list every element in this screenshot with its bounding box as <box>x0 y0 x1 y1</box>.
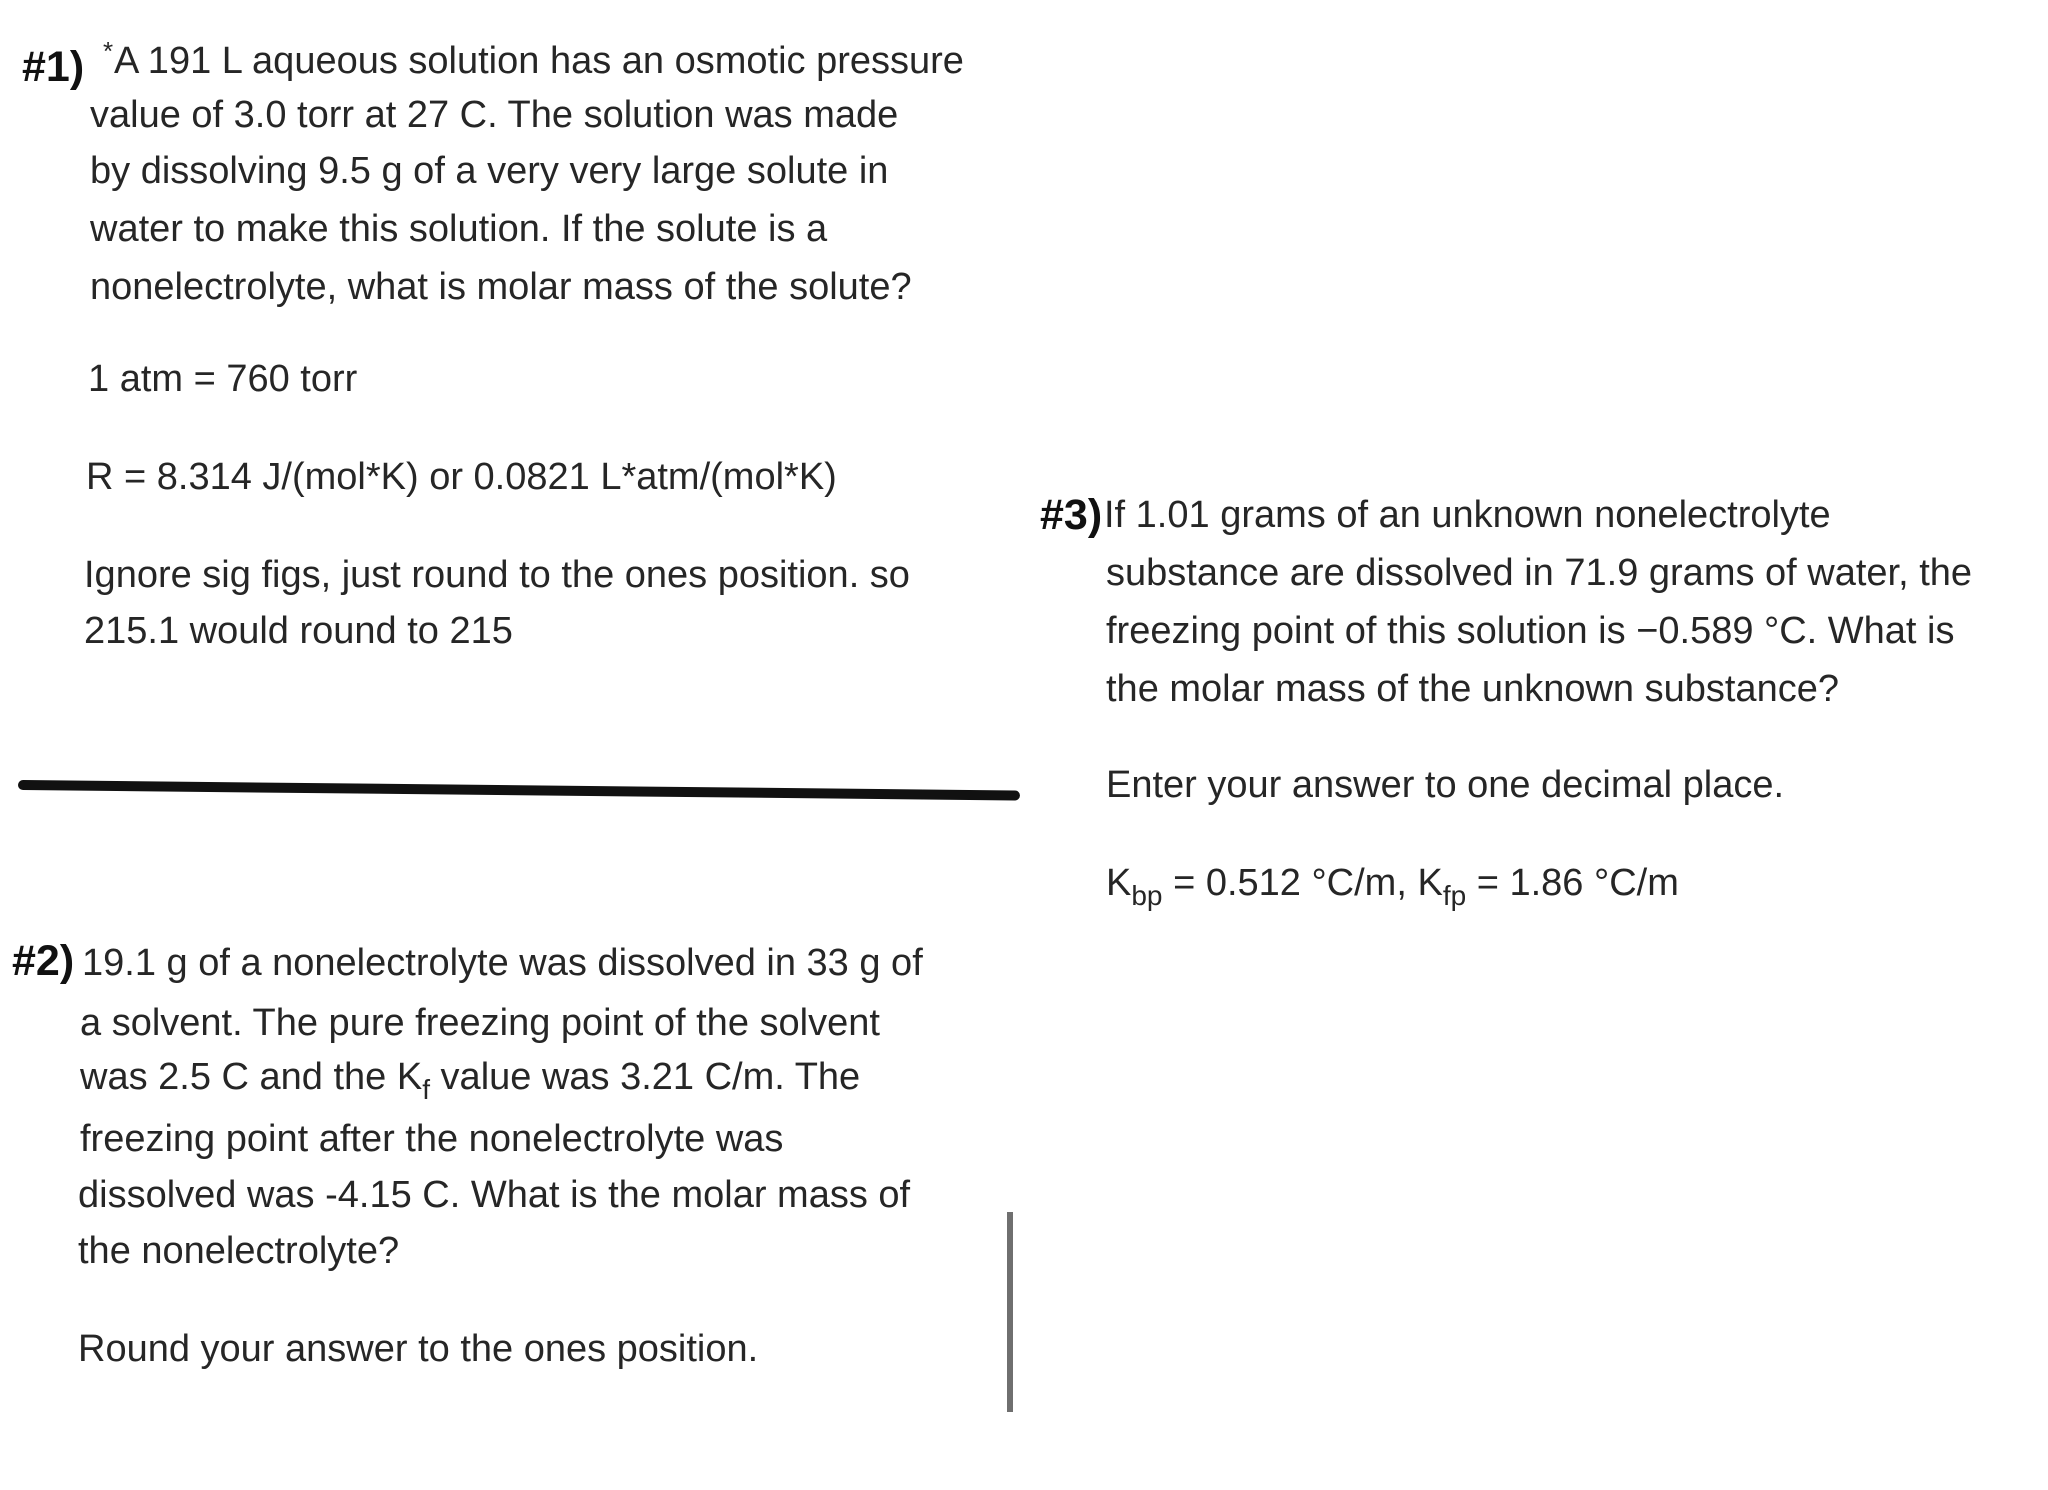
question-3-line: freezing point of this solution is −0.589 °C. What is <box>1106 610 1955 652</box>
kf-subscript: f <box>422 1074 430 1105</box>
section-divider <box>18 780 1020 800</box>
question-2-line: a solvent. The pure freezing point of the solvent <box>80 1002 880 1044</box>
question-3-instruction: Enter your answer to one decimal place. <box>1106 764 1785 806</box>
question-3-line: If 1.01 grams of an unknown nonelectrolyte <box>1104 494 1831 536</box>
question-3-line: the molar mass of the unknown substance? <box>1106 668 1839 710</box>
kbp-value: = 0.512 °C/m, <box>1162 862 1418 904</box>
question-2-line: 19.1 g of a nonelectrolyte was dissolved in 33 g of <box>82 942 923 984</box>
kbp-subscript: bp <box>1131 880 1163 911</box>
vertical-rule <box>1007 1212 1013 1412</box>
question-2-line3-start: was 2.5 C and the K <box>80 1056 423 1098</box>
question-1-asterisk: * <box>103 36 114 66</box>
question-1-line: nonelectrolyte, what is molar mass of the solute? <box>90 266 912 308</box>
question-2-line <box>80 1056 861 1105</box>
question-1-rounding-line: 215.1 would round to 215 <box>84 610 513 652</box>
question-2-rounding: Round your answer to the ones position. <box>78 1328 759 1370</box>
question-1-line: by dissolving 9.5 g of a very very large solute in <box>90 150 889 192</box>
question-2-line: freezing point after the nonelectrolyte was <box>80 1118 784 1160</box>
question-1-line: A 191 L aqueous solution has an osmotic pressure <box>114 40 964 82</box>
question-1-line: water to make this solution. If the solute is a <box>90 208 828 250</box>
question-1-number: #1) <box>22 43 85 91</box>
kbp-symbol: K <box>1106 862 1132 904</box>
kfp-symbol: K <box>1417 862 1443 904</box>
question-2-line3-end: value was 3.21 C/m. The <box>430 1056 861 1098</box>
question-3-line: substance are dissolved in 71.9 grams of water, the <box>1106 552 1973 594</box>
question-3-constants <box>1106 862 1679 911</box>
question-1-conversion: 1 atm = 760 torr <box>88 358 358 400</box>
question-3-number: #3) <box>1040 491 1103 539</box>
kfp-subscript: fp <box>1442 880 1467 911</box>
question-1-rounding-line: Ignore sig figs, just round to the ones position. so <box>84 554 910 596</box>
question-1-line: value of 3.0 torr at 27 C. The solution was made <box>90 94 899 136</box>
question-2-line: the nonelectrolyte? <box>78 1230 400 1272</box>
question-2-line: dissolved was -4.15 C. What is the molar mass of <box>78 1174 911 1216</box>
kfp-value: = 1.86 °C/m <box>1466 862 1679 904</box>
question-1-gas-constant: R = 8.314 J/(mol*K) or 0.0821 L*atm/(mol*K) <box>86 456 837 498</box>
question-2-number: #2) <box>12 937 75 985</box>
